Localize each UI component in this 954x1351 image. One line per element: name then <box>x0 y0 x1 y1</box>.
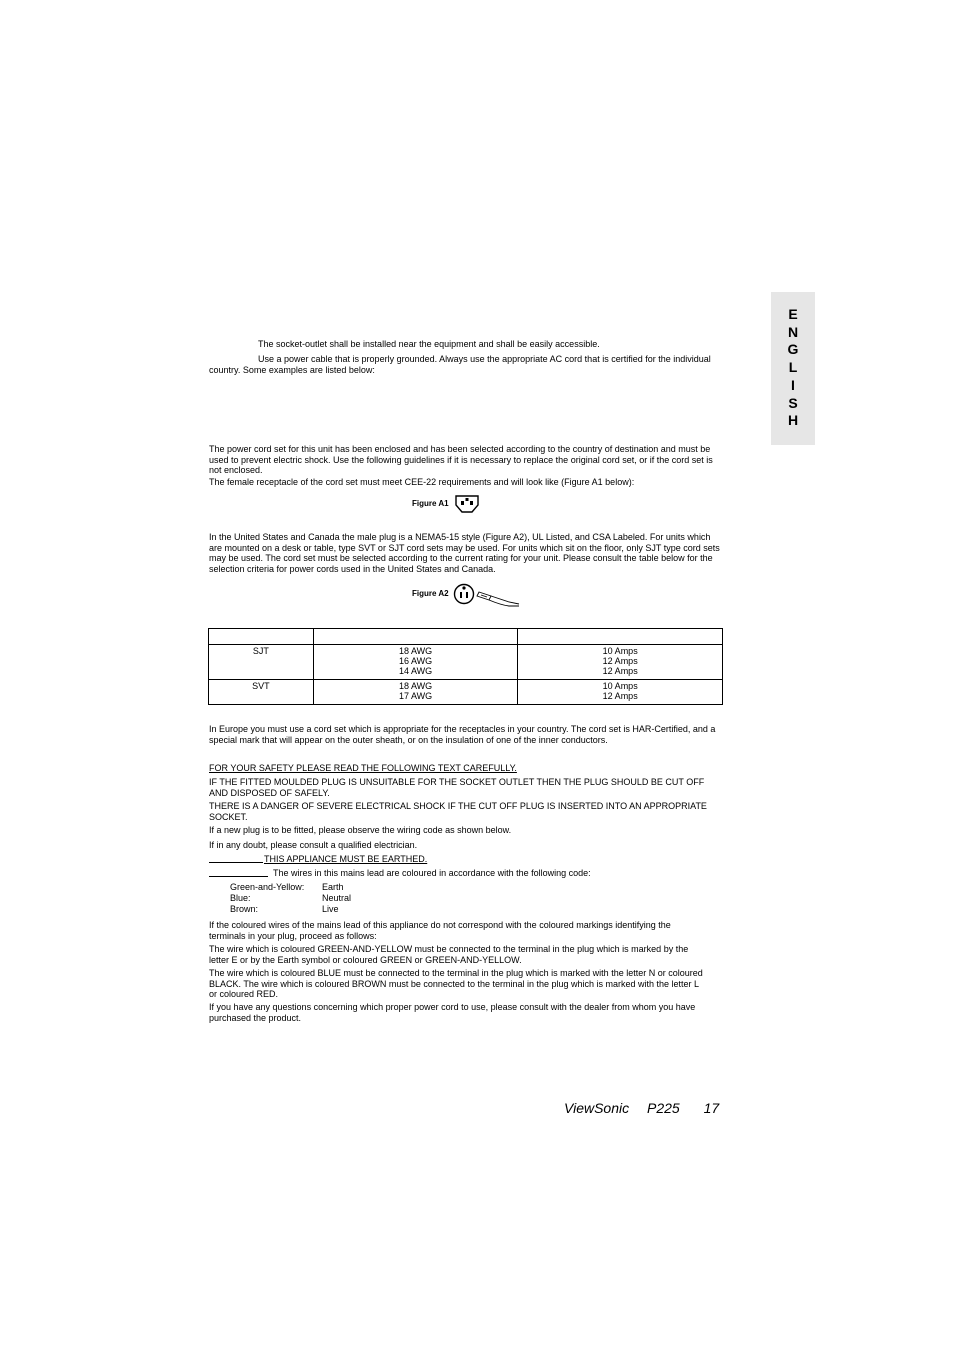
footer-model: P225 <box>647 1100 680 1116</box>
rating-value: 12 Amps <box>602 691 638 701</box>
grounded-cable-text: Use a power cable that is properly grounded. Always use the appropriate AC cord that is certified for the individual country. Some examples are listed below: <box>209 354 711 375</box>
rating-value: 10 Amps <box>602 646 638 656</box>
table-row <box>209 680 723 705</box>
rating-value: 12 Amps <box>602 656 638 666</box>
wire-colour: Brown: <box>230 904 259 914</box>
gauge-value: 14 AWG <box>399 666 433 676</box>
female-receptacle-text: The female receptacle of the cord set must meet CEE-22 requirements and will look like (Figure A1 below): <box>209 477 635 487</box>
questions-text: If you have any questions concerning which proper power cord to use, please consult with the dealer from whom you have purchased the product. <box>209 1002 696 1023</box>
table-header-row <box>209 629 723 645</box>
table-header-cell <box>518 629 723 645</box>
green-yellow-text: The wire which is coloured GREEN-AND-YELLOW must be connected to the terminal in the plug which is marked by the letter E or by the Earth symbol or coloured GREEN or GREEN-AND-YELLOW. <box>209 944 689 965</box>
table-row <box>209 645 723 680</box>
cee22-receptacle-icon <box>453 494 481 514</box>
not-correspond-text: If the coloured wires of the mains lead of this appliance do not correspond with the coloured markings identifying the terminals in your plug, proceed as follows: <box>209 920 671 941</box>
nema-plug-icon <box>453 582 523 610</box>
in-doubt-text: If in any doubt, please consult a qualified electrician. <box>209 840 418 850</box>
tab-letter: E <box>788 306 798 322</box>
wire-function: Neutral <box>322 893 352 903</box>
wire-function: Earth <box>322 882 344 892</box>
tab-letter: S <box>788 394 798 411</box>
wire-function: Live <box>322 904 339 914</box>
cord-type-cell <box>209 645 314 680</box>
socket-outlet-text: The socket-outlet shall be installed near the equipment and shall be easily accessible. <box>258 339 600 349</box>
heading-rule <box>209 862 263 863</box>
tab-letter: G <box>787 341 799 358</box>
safety-heading: FOR YOUR SAFETY PLEASE READ THE FOLLOWING TEXT CAREFULLY. <box>209 763 517 773</box>
cord-type: SJT <box>252 646 269 656</box>
rating-value: 10 Amps <box>602 681 638 691</box>
europe-text: In Europe you must use a cord set which is appropriate for the receptacles in your country. The cord set is HAR-Certified, and a special mark that will appear on the outer sheath, or on the insulation of one of the inner conductors. <box>209 724 716 745</box>
table-header-cell <box>209 629 314 645</box>
footer-brand: ViewSonic <box>564 1100 630 1116</box>
list-item <box>230 882 351 893</box>
cord-type-cell <box>209 680 314 705</box>
gauge-value: 18 AWG <box>399 681 433 691</box>
tab-letter: H <box>787 412 799 429</box>
figure-a1-label: Figure A1 <box>412 499 449 508</box>
us-canada-text: In the United States and Canada the male plug is a NEMA5-15 style (Figure A2), UL Listed, and CSA Labeled. For units which are mounted on a desk or table, type SVT or SJT cord sets may be used. For units which sit on the floor, only SJT type cord sets may be used. The cord set must be selected according to the current rating for your unit. Please consult the table below for the selection criteria for power cords used in the United States and Canada. <box>209 532 720 574</box>
gauge-value: 18 AWG <box>399 646 433 656</box>
gauge-value: 17 AWG <box>399 691 433 701</box>
tab-letter: I <box>791 376 795 393</box>
danger-text: THERE IS A DANGER OF SEVERE ELECTRICAL SHOCK IF THE CUT OFF PLUG IS INSERTED INTO AN APPROPRIATE SOCKET. <box>209 801 707 822</box>
wire-colour: Green-and-Yellow: <box>230 882 305 892</box>
new-plug-text: If a new plug is to be fitted, please observe the wiring code as shown below. <box>209 825 512 835</box>
rating-cell <box>518 645 723 680</box>
rating-value: 12 Amps <box>602 666 638 676</box>
gauge-value: 16 AWG <box>399 656 433 666</box>
page-number: 17 <box>703 1100 720 1116</box>
table-header-cell <box>313 629 518 645</box>
tab-letter: L <box>788 359 798 376</box>
tab-letter: N <box>787 323 799 340</box>
cord-set-text: The power cord set for this unit has been enclosed and has been selected according to the country of destination and must be used to prevent electric shock. Use the following guidelines if it is necessary to replace the original cord set, or if the cord set is not enclosed. <box>209 444 713 475</box>
list-item <box>230 904 351 915</box>
page-footer <box>564 1100 719 1116</box>
cord-selection-table <box>208 628 723 705</box>
gauge-cell <box>313 645 518 680</box>
earthed-warning: THIS APPLIANCE MUST BE EARTHED. <box>264 854 428 864</box>
blue-brown-text: The wire which is coloured BLUE must be connected to the terminal in the plug which is marked with the letter N or coloured BLACK. The wire which is coloured BROWN must be connected to the terminal in the plug which is marked with the letter L or coloured RED. <box>209 968 703 999</box>
heading-rule <box>209 876 268 877</box>
language-tab-english <box>771 292 815 445</box>
cord-type: SVT <box>252 681 270 691</box>
wire-colour: Blue: <box>230 893 251 903</box>
gauge-cell <box>313 680 518 705</box>
rating-cell <box>518 680 723 705</box>
wires-intro-text: The wires in this mains lead are coloured in accordance with the following code: <box>273 868 591 878</box>
wire-code-list <box>230 882 351 915</box>
figure-a2-label: Figure A2 <box>412 589 449 598</box>
unsuitable-plug-text: IF THE FITTED MOULDED PLUG IS UNSUITABLE FOR THE SOCKET OUTLET THEN THE PLUG SHOULD BE CUT OFF AND DISPOSED OF SAFELY. <box>209 777 705 798</box>
list-item <box>230 893 351 904</box>
